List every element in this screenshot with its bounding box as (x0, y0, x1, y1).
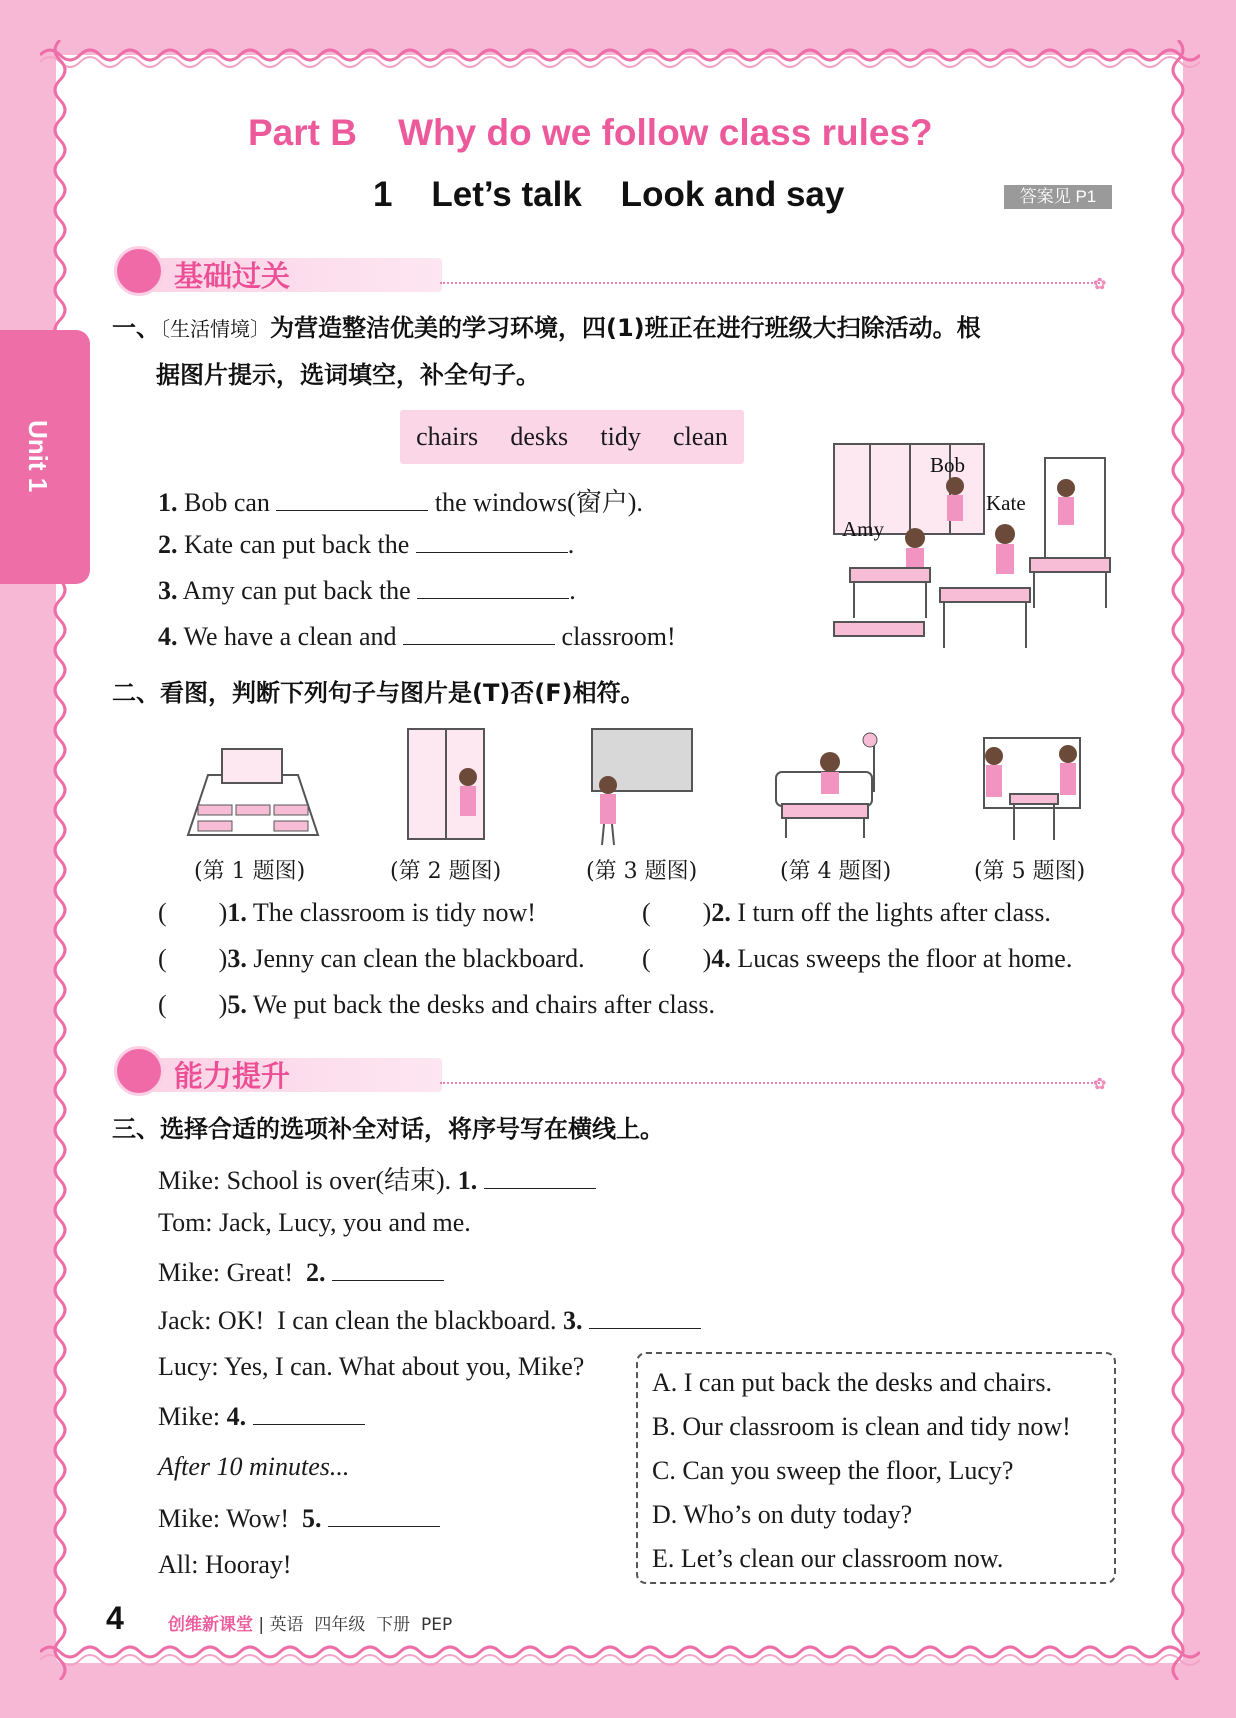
picture-3-blackboard (586, 725, 696, 849)
answer-blank[interactable] (253, 1400, 365, 1425)
picture-label-amy: Amy (842, 517, 884, 541)
q1-tag: 〔生活情境〕 (160, 317, 270, 341)
picture-caption-2: (第 2 题图) (390, 859, 502, 884)
answer-blank[interactable] (332, 1256, 444, 1281)
picture-2-window (402, 725, 502, 847)
q1-prefix: 一、 (112, 314, 160, 342)
answer-blank[interactable] (276, 486, 428, 511)
picture-1-tidy-classroom (178, 735, 328, 847)
dialog-line: Mike: Great! 2. (158, 1256, 444, 1288)
answer-blank[interactable] (328, 1502, 440, 1527)
picture-label-bob: Bob (930, 453, 966, 477)
dotted-divider (440, 282, 1100, 284)
picture-caption-3: (第 3 题图) (586, 859, 698, 884)
word-option: clean (673, 422, 728, 451)
fill-item: 1. Bob can the windows(窗户). (158, 488, 643, 517)
section-title: 能力提升 (174, 1059, 291, 1093)
tf-item-4: ( )4. Lucas sweeps the floor at home. (642, 944, 1073, 973)
footer-details: | 英语 四年级 下册 PEP (258, 1615, 453, 1635)
top-wave-border (40, 40, 1200, 70)
left-wave-border (42, 40, 72, 1680)
footer-info (168, 1610, 452, 1635)
unit-tab-label: Unit 1 (23, 420, 53, 493)
footer-brand: 创维新课堂 (168, 1615, 253, 1635)
mascot-icon (114, 1046, 164, 1096)
picture-caption-1: (第 1 题图) (194, 859, 306, 884)
picture-label-kate: Kate (986, 491, 1026, 515)
fill-item: 2. Kate can put back the . (158, 530, 575, 559)
section-header-basic (110, 246, 1115, 298)
page-number: 4 (106, 1600, 124, 1636)
options-box (636, 1352, 1116, 1584)
unit-tab (0, 330, 90, 584)
tf-item-2: ( )2. I turn off the lights after class. (642, 898, 1051, 927)
dialog-line: All: Hooray! (158, 1550, 292, 1579)
answer-blank[interactable] (417, 574, 569, 599)
tf-item-5: ( )5. We put back the desks and chairs after class. (158, 990, 715, 1019)
option-b: B. Our classroom is clean and tidy now! (652, 1412, 1071, 1441)
answer-blank[interactable] (416, 528, 568, 553)
mascot-icon (114, 246, 164, 296)
tf-item-1: ( )1. The classroom is tidy now! (158, 898, 536, 927)
word-option: chairs (416, 422, 479, 451)
q1-text-line2: 据图片提示，选词填空，补全句子。 (156, 361, 540, 389)
option-c: C. Can you sweep the floor, Lucy? (652, 1456, 1014, 1485)
page-title: Part B Why do we follow class rules? (248, 112, 933, 153)
answer-blank[interactable] (403, 620, 555, 645)
option-a: A. I can put back the desks and chairs. (652, 1368, 1052, 1397)
dialog-line: Tom: Jack, Lucy, you and me. (158, 1208, 471, 1237)
picture-4-living-room (766, 732, 886, 844)
dialog-line: Lucy: Yes, I can. What about you, Mike? (158, 1352, 585, 1381)
word-bank (400, 410, 744, 464)
picture-5-desks-chairs (970, 732, 1090, 848)
dialog-line: After 10 minutes... (158, 1452, 350, 1481)
section-header-advanced (110, 1046, 1115, 1098)
q1-text: 为营造整洁优美的学习环境，四(1)班正在进行班级大扫除活动。根 (270, 314, 981, 342)
classroom-cleaning-illustration (830, 438, 1120, 660)
lesson-subtitle: 1 Let’s talk Look and say (373, 175, 845, 214)
answer-parentheses[interactable]: ( ) (642, 898, 712, 927)
fill-item: 3. Amy can put back the . (158, 576, 576, 605)
bottom-wave-border (40, 1640, 1200, 1670)
picture-caption-5: (第 5 题图) (974, 859, 1086, 884)
word-option: desks (510, 422, 569, 451)
question-1-instruction (112, 305, 1122, 398)
dotted-divider (440, 1082, 1100, 1084)
answer-blank[interactable] (484, 1164, 596, 1189)
word-option: tidy (600, 422, 641, 451)
answer-blank[interactable] (589, 1304, 701, 1329)
right-wave-border (1166, 40, 1196, 1680)
option-e: E. Let’s clean our classroom now. (652, 1544, 1004, 1573)
answer-reference-badge: 答案见 P1 (1004, 185, 1112, 209)
flower-icon: ✿ (1093, 274, 1107, 293)
tf-item-3: ( )3. Jenny can clean the blackboard. (158, 944, 585, 973)
answer-parentheses[interactable]: ( ) (642, 944, 712, 973)
fill-item: 4. We have a clean and classroom! (158, 622, 676, 651)
answer-parentheses[interactable]: ( ) (158, 898, 228, 927)
option-d: D. Who’s on duty today? (652, 1500, 913, 1529)
section-title: 基础过关 (174, 259, 291, 293)
flower-icon: ✿ (1093, 1074, 1107, 1093)
question-3-instruction: 三、选择合适的选项补全对话，将序号写在横线上。 (112, 1115, 664, 1143)
answer-parentheses[interactable]: ( ) (158, 990, 228, 1019)
answer-parentheses[interactable]: ( ) (158, 944, 228, 973)
dialog-line: Jack: OK! I can clean the blackboard. 3. (158, 1304, 701, 1336)
picture-caption-4: (第 4 题图) (780, 859, 892, 884)
dialog-line: Mike: School is over(结束). 1. (158, 1160, 596, 1197)
dialog-line: Mike: Wow! 5. (158, 1502, 440, 1534)
question-2-instruction: 二、看图，判断下列句子与图片是(T)否(F)相符。 (112, 679, 645, 707)
dialog-line: Mike: 4. (158, 1400, 365, 1432)
